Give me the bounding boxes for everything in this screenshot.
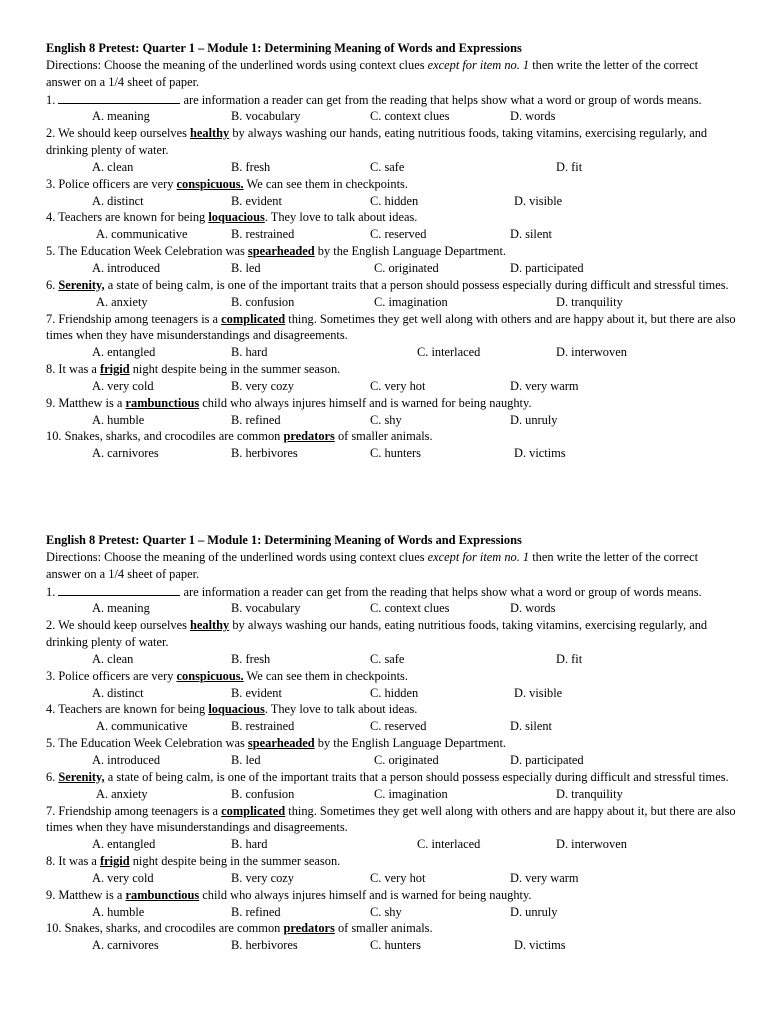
question-text: are information a reader can get from the reading that helps show what a word or group of words means.	[180, 92, 702, 107]
question-number: 4.	[46, 210, 59, 225]
answer-option: C. imagination	[374, 294, 448, 309]
question-number: 1.	[46, 584, 59, 599]
question-text: of smaller animals.	[334, 921, 433, 936]
question-number: 1.	[46, 92, 59, 107]
answer-option: C. context clues	[370, 601, 450, 616]
answer-options	[46, 108, 736, 125]
question-stem	[46, 769, 736, 786]
answer-option: D. fit	[556, 159, 583, 174]
answer-options	[46, 193, 736, 210]
question-text: child who always injures himself and is warned for being naughty.	[199, 887, 532, 902]
answer-option: C. shy	[370, 904, 402, 919]
question-number: 9.	[46, 887, 59, 902]
answer-options	[46, 904, 736, 921]
target-word: healthy	[190, 126, 230, 141]
target-word: healthy	[190, 618, 230, 633]
answer-option: C. shy	[370, 412, 402, 427]
question-stem	[46, 735, 736, 752]
answer-option: C. interlaced	[417, 345, 481, 360]
answer-option: B. herbivores	[231, 446, 298, 461]
target-word: Serenity,	[58, 769, 105, 784]
answer-option: C. safe	[370, 159, 405, 174]
question-text: Teachers are known for being	[58, 210, 209, 225]
question-text: We can see them in checkpoints.	[243, 176, 408, 191]
question-text: We should keep ourselves	[58, 126, 190, 141]
answer-option: A. entangled	[92, 345, 156, 360]
question-text: We should keep ourselves	[58, 618, 190, 633]
answer-option: B. refined	[231, 904, 281, 919]
question-text: Friendship among teenagers is a	[58, 803, 222, 818]
answer-option: D. fit	[556, 651, 583, 666]
answer-option: B. restrained	[231, 719, 295, 734]
question-text: by always washing our hands, eating nutritious foods, taking vitamins, exercising regularly, and drinking plenty of water.	[46, 618, 708, 650]
answer-options	[46, 226, 736, 243]
answer-option: A. introduced	[92, 260, 161, 275]
target-word: predators	[283, 429, 335, 444]
question-text: It was a	[58, 362, 101, 377]
answer-option: D. visible	[514, 685, 563, 700]
answer-option: B. vocabulary	[231, 109, 301, 124]
answer-options	[46, 786, 736, 803]
question-stem	[46, 701, 736, 718]
answer-option: B. fresh	[231, 651, 271, 666]
question-text: The Education Week Celebration was	[58, 736, 248, 751]
question-text: . They love to talk about ideas.	[264, 702, 418, 717]
question-number: 5.	[46, 244, 59, 259]
answer-option: A. carnivores	[92, 446, 159, 461]
answer-option: D. tranquility	[556, 294, 623, 309]
answer-option: C. hidden	[370, 685, 419, 700]
question-text: by the English Language Department.	[314, 244, 506, 259]
question-number: 8.	[46, 362, 59, 377]
question-text: thing. Sometimes they get well along with others and are happy about it, but there are also times when they have misunderstandings and disagreements.	[46, 803, 736, 835]
answer-option: B. very cozy	[231, 870, 294, 885]
question-stem	[46, 583, 736, 601]
answer-options	[46, 937, 736, 954]
answer-option: A. clean	[92, 651, 134, 666]
answer-option: B. led	[231, 260, 261, 275]
answer-option: D. unruly	[510, 412, 558, 427]
answer-options	[46, 651, 736, 668]
quiz-directions	[46, 57, 736, 91]
directions-text: then write the letter of the correct answer on a 1/4 sheet of paper.	[46, 57, 699, 89]
question-number: 2.	[46, 618, 59, 633]
answer-options	[46, 685, 736, 702]
answer-option: A. entangled	[92, 837, 156, 852]
target-word: rambunctious	[125, 395, 200, 410]
question-text: a state of being calm, is one of the important traits that a person should possess especially during difficult and stressful times.	[104, 277, 729, 292]
question-stem	[46, 361, 736, 378]
question-stem	[46, 617, 736, 651]
question-text: It was a	[58, 854, 101, 869]
answer-options	[46, 600, 736, 617]
pretest-block	[46, 40, 736, 462]
answer-blank	[58, 583, 180, 596]
question-text: Police officers are very	[58, 176, 177, 191]
question-stem	[46, 243, 736, 260]
answer-option: D. silent	[510, 227, 552, 242]
answer-option: A. very cold	[92, 378, 154, 393]
answer-option: C. reserved	[370, 719, 427, 734]
question-text: of smaller animals.	[334, 429, 433, 444]
question-text: night despite being in the summer season.	[129, 362, 341, 377]
answer-option: A. distinct	[92, 685, 144, 700]
question-number: 9.	[46, 395, 59, 410]
answer-option: B. confusion	[231, 786, 295, 801]
answer-option: B. led	[231, 752, 261, 767]
answer-option: D. interwoven	[556, 837, 627, 852]
answer-option: C. hunters	[370, 938, 421, 953]
question-text: . They love to talk about ideas.	[264, 210, 418, 225]
answer-option: C. reserved	[370, 227, 427, 242]
answer-option: B. confusion	[231, 294, 295, 309]
quiz-directions	[46, 549, 736, 583]
answer-option: B. herbivores	[231, 938, 298, 953]
question-number: 6.	[46, 769, 59, 784]
directions-text: Directions: Choose the meaning of the underlined words using context clues	[46, 549, 428, 564]
answer-option: B. vocabulary	[231, 601, 301, 616]
answer-option: C. interlaced	[417, 837, 481, 852]
answer-option: D. unruly	[510, 904, 558, 919]
directions-emphasis: except for item no. 1	[427, 549, 530, 564]
question-text: child who always injures himself and is warned for being naughty.	[199, 395, 532, 410]
answer-options	[46, 445, 736, 462]
directions-emphasis: except for item no. 1	[427, 57, 530, 72]
answer-options	[46, 870, 736, 887]
answer-options	[46, 159, 736, 176]
answer-option: D. words	[510, 601, 556, 616]
answer-option: B. hard	[231, 837, 268, 852]
answer-option: D. very warm	[510, 378, 579, 393]
answer-option: A. carnivores	[92, 938, 159, 953]
question-stem	[46, 428, 736, 445]
question-text: thing. Sometimes they get well along with others and are happy about it, but there are also times when they have misunderstandings and disagreements.	[46, 311, 736, 343]
question-stem	[46, 853, 736, 870]
question-stem	[46, 920, 736, 937]
answer-option: B. fresh	[231, 159, 271, 174]
answer-option: A. meaning	[92, 109, 150, 124]
answer-option: C. very hot	[370, 378, 426, 393]
answer-option: C. context clues	[370, 109, 450, 124]
question-text: a state of being calm, is one of the important traits that a person should possess especially during difficult and stressful times.	[104, 769, 729, 784]
answer-options	[46, 344, 736, 361]
directions-text: then write the letter of the correct answer on a 1/4 sheet of paper.	[46, 549, 699, 581]
pretest-block	[46, 532, 736, 954]
quiz-title: English 8 Pretest: Quarter 1 – Module 1: Determining Meaning of Words and Expressions	[46, 533, 522, 547]
answer-option: C. hidden	[370, 193, 419, 208]
question-text: Snakes, sharks, and crocodiles are common	[64, 429, 284, 444]
answer-options	[46, 718, 736, 735]
answer-option: B. hard	[231, 345, 268, 360]
answer-option: D. very warm	[510, 870, 579, 885]
target-word: loquacious	[208, 702, 265, 717]
answer-option: A. distinct	[92, 193, 144, 208]
target-word: conspicuous.	[176, 176, 244, 191]
answer-option: A. communicative	[96, 719, 188, 734]
answer-option: C. hunters	[370, 446, 421, 461]
target-word: predators	[283, 921, 335, 936]
answer-option: A. communicative	[96, 227, 188, 242]
answer-blank	[58, 91, 180, 104]
answer-option: D. victims	[514, 446, 566, 461]
question-text: The Education Week Celebration was	[58, 244, 248, 259]
question-number: 7.	[46, 311, 59, 326]
answer-option: A. anxiety	[96, 294, 148, 309]
question-text: by the English Language Department.	[314, 736, 506, 751]
quiz-title: English 8 Pretest: Quarter 1 – Module 1: Determining Meaning of Words and Expressions	[46, 41, 522, 55]
answer-option: C. safe	[370, 651, 405, 666]
question-number: 8.	[46, 854, 59, 869]
question-number: 7.	[46, 803, 59, 818]
question-stem	[46, 887, 736, 904]
question-stem	[46, 668, 736, 685]
answer-option: A. humble	[92, 904, 145, 919]
question-number: 10.	[46, 921, 65, 936]
question-text: Friendship among teenagers is a	[58, 311, 222, 326]
question-text: by always washing our hands, eating nutritious foods, taking vitamins, exercising regularly, and drinking plenty of water.	[46, 126, 708, 158]
question-number: 6.	[46, 277, 59, 292]
target-word: frigid	[100, 362, 130, 377]
answer-option: A. clean	[92, 159, 134, 174]
target-word: complicated	[221, 311, 286, 326]
answer-option: D. participated	[510, 752, 584, 767]
answer-option: C. originated	[374, 752, 439, 767]
answer-options	[46, 294, 736, 311]
question-text: are information a reader can get from the reading that helps show what a word or group of words means.	[180, 584, 702, 599]
question-stem	[46, 277, 736, 294]
target-word: spearheaded	[247, 244, 315, 259]
answer-option: A. introduced	[92, 752, 161, 767]
target-word: loquacious	[208, 210, 265, 225]
target-word: spearheaded	[247, 736, 315, 751]
directions-text: Directions: Choose the meaning of the underlined words using context clues	[46, 57, 428, 72]
answer-option: D. tranquility	[556, 786, 623, 801]
target-word: frigid	[100, 854, 130, 869]
answer-option: D. silent	[510, 719, 552, 734]
answer-option: A. anxiety	[96, 786, 148, 801]
answer-options	[46, 752, 736, 769]
answer-option: C. originated	[374, 260, 439, 275]
question-stem	[46, 311, 736, 345]
answer-option: D. visible	[514, 193, 563, 208]
answer-options	[46, 260, 736, 277]
answer-options	[46, 412, 736, 429]
target-word: Serenity,	[58, 277, 105, 292]
target-word: conspicuous.	[176, 668, 244, 683]
question-stem	[46, 91, 736, 109]
answer-options	[46, 836, 736, 853]
question-text: Snakes, sharks, and crocodiles are common	[64, 921, 284, 936]
answer-option: D. words	[510, 109, 556, 124]
answer-option: A. very cold	[92, 870, 154, 885]
answer-option: B. evident	[231, 685, 282, 700]
question-text: Matthew is a	[58, 395, 126, 410]
answer-option: B. refined	[231, 412, 281, 427]
answer-option: A. meaning	[92, 601, 150, 616]
answer-option: D. participated	[510, 260, 584, 275]
question-number: 5.	[46, 736, 59, 751]
question-number: 4.	[46, 702, 59, 717]
question-stem	[46, 395, 736, 412]
answer-option: B. restrained	[231, 227, 295, 242]
question-text: night despite being in the summer season.	[129, 854, 341, 869]
question-number: 2.	[46, 126, 59, 141]
question-stem	[46, 803, 736, 837]
question-number: 10.	[46, 429, 65, 444]
answer-option: C. very hot	[370, 870, 426, 885]
question-stem	[46, 176, 736, 193]
answer-option: D. interwoven	[556, 345, 627, 360]
target-word: complicated	[221, 803, 286, 818]
question-text: Police officers are very	[58, 668, 177, 683]
answer-option: A. humble	[92, 412, 145, 427]
question-number: 3.	[46, 176, 59, 191]
answer-option: D. victims	[514, 938, 566, 953]
answer-option: C. imagination	[374, 786, 448, 801]
answer-option: B. very cozy	[231, 378, 294, 393]
answer-option: B. evident	[231, 193, 282, 208]
target-word: rambunctious	[125, 887, 200, 902]
question-text: We can see them in checkpoints.	[243, 668, 408, 683]
question-stem	[46, 125, 736, 159]
question-number: 3.	[46, 668, 59, 683]
question-stem	[46, 209, 736, 226]
question-text: Matthew is a	[58, 887, 126, 902]
question-text: Teachers are known for being	[58, 702, 209, 717]
answer-options	[46, 378, 736, 395]
